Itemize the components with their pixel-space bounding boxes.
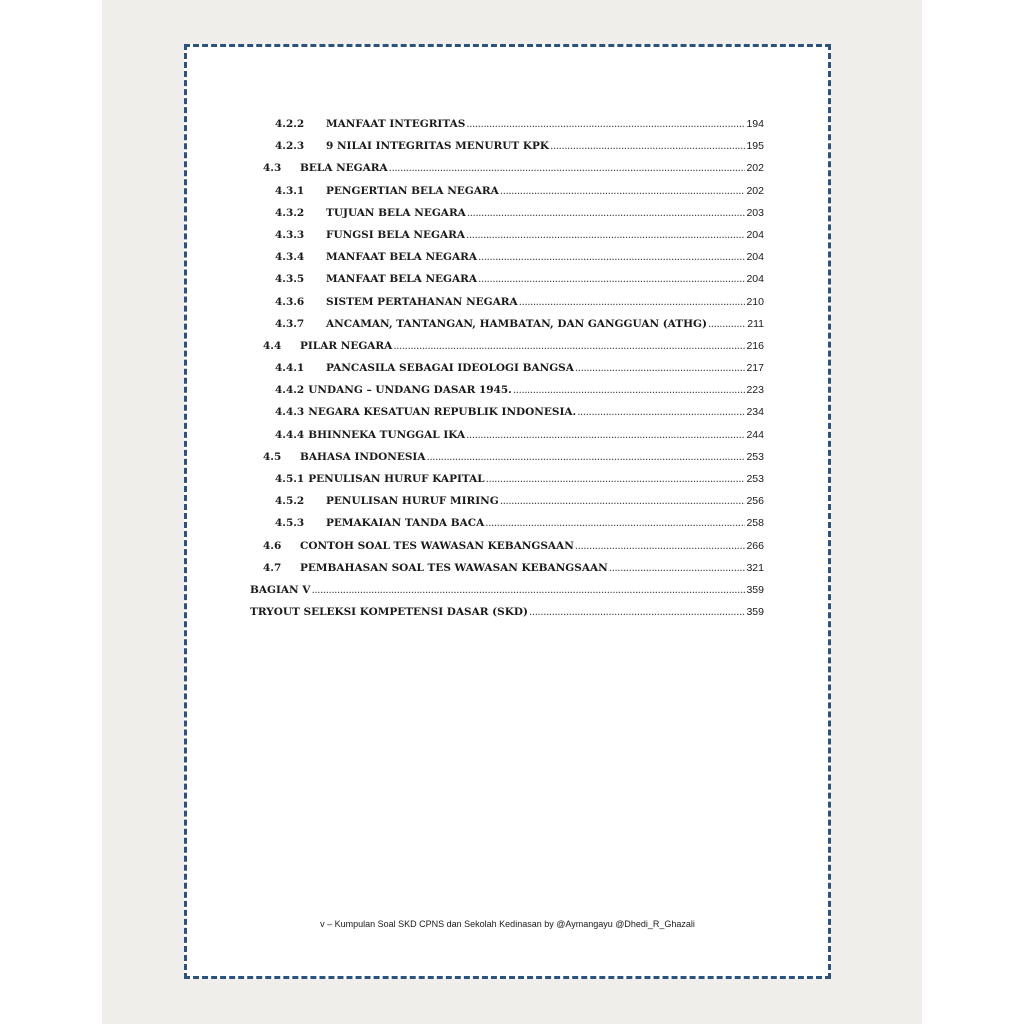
toc-entry-page: 253 (746, 473, 764, 485)
toc-entry (250, 340, 764, 362)
toc-entry (250, 251, 764, 273)
table-of-contents (250, 118, 764, 628)
toc-entry-number: 4.3.6 (275, 295, 305, 308)
toc-entry-title: CONTOH SOAL TES WAWASAN KEBANGSAAN (300, 539, 574, 552)
toc-entry-page: 204 (746, 251, 764, 264)
toc-entry-number: 4.3.4 (275, 251, 305, 264)
toc-entry (250, 495, 764, 517)
toc-dot-leader (500, 185, 746, 197)
toc-entry-title: BAHASA INDONESIA (300, 450, 426, 463)
toc-entry (250, 362, 764, 384)
toc-entry-title: ANCAMAN, TANTANGAN, HAMBATAN, DAN GANGGUAN (ATHG) (326, 317, 707, 330)
toc-entry-title: PENGERTIAN BELA NEGARA (326, 184, 499, 197)
toc-entry (250, 318, 764, 340)
toc-entry-title: NEGARA KESATUAN REPUBLIK INDONESIA. (308, 406, 577, 419)
toc-entry-page: 204 (746, 228, 764, 241)
toc-entry-page: 204 (746, 273, 764, 286)
toc-entry (250, 140, 764, 162)
toc-entry-number: 4.5.1 (275, 473, 305, 485)
toc-entry (250, 162, 764, 184)
toc-entry-title: PILAR NEGARA (300, 339, 393, 352)
toc-entry-number: 4.4.2 (275, 384, 305, 397)
toc-entry-title: PEMAKAIAN TANDA BACA (326, 517, 485, 530)
toc-entry (250, 229, 764, 251)
toc-entry-number: 4.5.3 (275, 517, 305, 530)
toc-entry-title: SISTEM PERTAHANAN NEGARA (326, 295, 518, 308)
toc-entry-page: 359 (746, 606, 764, 619)
toc-entry-title: PEMBAHASAN SOAL TES WAWASAN KEBANGSAAN (300, 561, 608, 574)
toc-entry-number: 4.4.3 (275, 406, 305, 419)
toc-entry (250, 451, 764, 473)
toc-entry-page: 211 (747, 317, 764, 330)
toc-entry-page: 202 (746, 184, 764, 197)
toc-entry-page: 202 (746, 162, 764, 175)
toc-entry-number: 4.4.1 (275, 362, 305, 375)
toc-entry-number: 4.3.7 (275, 317, 305, 330)
toc-dot-leader (486, 473, 746, 485)
toc-entry (250, 384, 764, 406)
toc-dot-leader (500, 495, 746, 507)
toc-entry-title: MANFAAT BELA NEGARA (326, 273, 478, 286)
toc-entry-number: 4.7 (263, 561, 282, 574)
toc-dot-leader (485, 517, 745, 529)
toc-entry-title: FUNGSI BELA NEGARA (326, 228, 465, 241)
toc-dot-leader (577, 406, 745, 418)
toc-entry-page: 217 (746, 362, 764, 375)
toc-entry (250, 118, 764, 140)
toc-entry-page: 210 (746, 295, 764, 308)
toc-entry-page: 195 (746, 140, 764, 153)
toc-entry-title: PENULISAN HURUF KAPITAL (308, 473, 485, 485)
toc-entry-page: 223 (746, 384, 764, 397)
toc-entry (250, 562, 764, 584)
toc-dot-leader (708, 318, 746, 330)
toc-entry (250, 207, 764, 229)
toc-dot-leader (478, 273, 745, 285)
toc-entry-title: PANCASILA SEBAGAI IDEOLOGI BANGSA (326, 362, 574, 375)
toc-entry-title: 9 NILAI INTEGRITAS MENURUT KPK (326, 140, 550, 153)
toc-dot-leader (575, 540, 746, 552)
toc-entry (250, 606, 764, 628)
toc-entry-number: 4.3.5 (275, 273, 305, 286)
toc-entry-number: 4.2.2 (275, 118, 305, 130)
toc-entry (250, 406, 764, 428)
toc-entry-page: 258 (746, 517, 764, 530)
toc-entry-title: BHINNEKA TUNGGAL IKA (308, 428, 466, 441)
toc-entry-page: 266 (746, 539, 764, 552)
toc-entry-title: TUJUAN BELA NEGARA (326, 206, 466, 219)
toc-entry-title: MANFAAT BELA NEGARA (326, 251, 478, 264)
toc-entry (250, 185, 764, 207)
toc-entry-page: 203 (746, 206, 764, 219)
toc-dot-leader (389, 162, 746, 174)
toc-entry (250, 429, 764, 451)
toc-entry (250, 296, 764, 318)
toc-entry (250, 540, 764, 562)
toc-entry-title: TRYOUT SELEKSI KOMPETENSI DASAR (SKD) (250, 606, 528, 619)
toc-entry-number: 4.3.2 (275, 206, 305, 219)
toc-entry-number: 4.4 (263, 339, 282, 352)
toc-entry-page: 359 (746, 583, 764, 596)
toc-dot-leader (609, 562, 746, 574)
toc-entry-number: 4.2.3 (275, 140, 305, 153)
toc-dot-leader (478, 251, 745, 263)
toc-entry-title: MANFAAT INTEGRITAS (326, 118, 466, 130)
toc-dot-leader (466, 118, 745, 130)
toc-dot-leader (519, 296, 746, 308)
toc-dot-leader (393, 340, 745, 352)
page-footer: v – Kumpulan Soal SKD CPNS dan Sekolah Kedinasan by @Aymangayu @Dhedi_R_Ghazali (320, 919, 695, 929)
toc-dot-leader (467, 207, 746, 219)
toc-dot-leader (575, 362, 746, 374)
toc-entry-page: 194 (746, 118, 764, 130)
toc-entry-number: 4.3.1 (275, 184, 305, 197)
toc-entry-number: 4.3 (263, 162, 282, 175)
toc-entry (250, 473, 764, 495)
toc-entry-number: 4.5 (263, 450, 282, 463)
toc-entry-page: 253 (746, 450, 764, 463)
toc-entry (250, 273, 764, 295)
toc-dot-leader (466, 429, 745, 441)
toc-entry-number: 4.3.3 (275, 228, 305, 241)
toc-dot-leader (550, 140, 745, 152)
toc-entry (250, 584, 764, 606)
toc-entry-title: BAGIAN V (250, 583, 311, 596)
toc-dot-leader (529, 606, 746, 618)
toc-entry-number: 4.6 (263, 539, 282, 552)
toc-entry (250, 517, 764, 539)
toc-entry-page: 216 (746, 339, 764, 352)
toc-entry-page: 256 (746, 495, 764, 508)
toc-entry-page: 234 (746, 406, 764, 419)
toc-dot-leader (426, 451, 745, 463)
toc-entry-number: 4.5.2 (275, 495, 305, 508)
toc-entry-number: 4.4.4 (275, 428, 305, 441)
toc-entry-title: PENULISAN HURUF MIRING (326, 495, 499, 508)
toc-entry-title: BELA NEGARA (300, 162, 388, 175)
toc-dot-leader (311, 584, 745, 596)
toc-entry-title: UNDANG – UNDANG DASAR 1945. (308, 384, 512, 397)
toc-dot-leader (513, 384, 746, 396)
toc-dot-leader (466, 229, 745, 241)
toc-entry-page: 321 (746, 561, 764, 574)
toc-entry-page: 244 (746, 428, 764, 441)
